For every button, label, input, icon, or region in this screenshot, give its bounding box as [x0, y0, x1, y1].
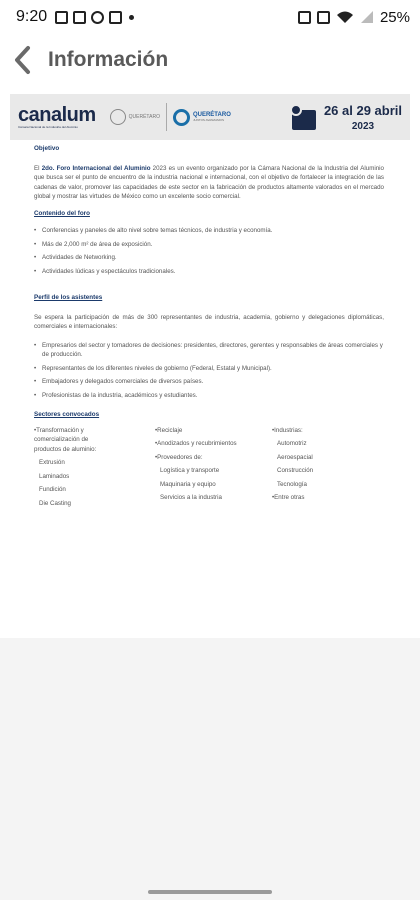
list-item: Servicios a la industria	[160, 494, 222, 501]
objetivo-text: El 2do. Foro Internacional del Aluminio 2023 es un evento organizado por la Cámara Nacional de la Industria del Aluminio que busca ser el punto de encuentro de la industria nacional e internacional, con el objetivo de fortalecer la integración de las cadenas de valor, promover las capacidades de este sector en la fabricación de productos altamente valorados en el mercado global y mostrar las virtudes de México como un excelente socio comercial.	[34, 164, 384, 200]
list-item: Construcción	[277, 467, 314, 474]
app-header	[0, 34, 420, 86]
list-item: • Conferencias y paneles de alto nivel sobre temas técnicos, de industria y economía.	[34, 226, 384, 236]
sectores-columns	[34, 426, 384, 513]
more-notifications-icon	[129, 15, 134, 20]
lock-icon	[298, 11, 311, 24]
list-item: • Embajadores y delegados comerciales de diversos países.	[34, 377, 384, 387]
list-item: Fundición	[39, 486, 66, 493]
list-item: Laminados	[39, 472, 70, 480]
list-item: Logística y transporte	[160, 467, 220, 474]
list-item: •Transformación y comercialización de productos de aluminio:	[34, 426, 97, 453]
battery-level: 25%	[379, 8, 410, 26]
list-item: • Empresarios del sector y tomadores de decisiones: presidentes, directores, gerentes y responsables de áreas comerciales y de producción.	[34, 341, 384, 360]
empty-area	[0, 638, 420, 900]
chevron-left-icon	[13, 45, 31, 75]
status-time: 9:20	[16, 8, 48, 25]
sectores-col-2	[155, 426, 267, 513]
event-dates: 26 al 29 abril 2023	[323, 102, 402, 132]
gallery-icon	[73, 11, 86, 24]
list-item: • Más de 2,000 m² de área de exposición.	[34, 240, 384, 250]
wifi-icon	[336, 10, 354, 24]
contenido-list	[34, 226, 384, 276]
logo-divider	[166, 103, 167, 131]
perfil-list	[34, 341, 384, 401]
list-item: • Representantes de los diferentes niveles de gobierno (Federal, Estatal y Municipal).	[34, 364, 384, 374]
system-icons	[298, 9, 410, 26]
list-item: Maquinaria y equipo	[160, 480, 216, 488]
app-icon	[109, 11, 122, 24]
section-title-sectores: Sectores convocados	[34, 411, 100, 418]
list-item: Tecnología	[277, 480, 307, 488]
list-item: Extrusión	[39, 459, 65, 466]
alarm-icon	[317, 11, 330, 24]
list-item: •Reciclaje	[155, 426, 183, 434]
sectores-col-3	[272, 426, 384, 513]
calendar-icon	[290, 104, 318, 130]
home-indicator[interactable]	[148, 890, 272, 894]
back-button[interactable]	[2, 34, 42, 86]
section-title-perfil: Perfil de los asistentes	[34, 294, 103, 301]
list-item: •Industrias:	[272, 426, 303, 434]
whatsapp-icon	[91, 11, 104, 24]
list-item: • Actividades de Networking.	[34, 253, 384, 263]
queretaro-city-logo: QUERÉTARO JUNTOS AVANZAMOS	[173, 109, 231, 126]
perfil-intro: Se espera la participación de más de 300 representantes de industria, academia, gobierno y delegaciones diplomáticas, comerciales e internacionales:	[34, 313, 384, 330]
list-item: Die Casting	[39, 499, 71, 507]
list-item: Automotriz	[277, 440, 307, 447]
list-item: •Anodizados y recubrimientos	[155, 440, 237, 447]
notification-icons	[55, 11, 134, 24]
sectores-col-1	[34, 426, 146, 513]
list-item: Aeroespacial	[277, 453, 313, 461]
q-logo-icon	[173, 109, 190, 126]
signal-icon	[360, 10, 374, 24]
list-item: • Actividades lúdicas y espectáculos tradicionales.	[34, 267, 384, 277]
info-document	[0, 86, 420, 638]
status-bar	[0, 0, 420, 34]
queretaro-state-logo: QUERÉTARO	[110, 109, 160, 125]
section-title-objetivo: Objetivo	[34, 145, 60, 152]
list-item: • Profesionistas de la industria, académicos y estudiantes.	[34, 391, 384, 401]
page-title: Información	[48, 48, 169, 71]
list-item: •Entre otras	[272, 494, 305, 501]
seal-icon	[110, 109, 126, 125]
section-title-contenido: Contenido del foro	[34, 209, 90, 217]
list-item: •Proveedores de:	[155, 453, 203, 461]
event-banner	[10, 94, 410, 140]
canalum-logo: canalum Cámara Nacional de la Industria del Aluminio	[18, 104, 96, 129]
image-icon	[55, 11, 68, 24]
document-content	[34, 144, 384, 512]
